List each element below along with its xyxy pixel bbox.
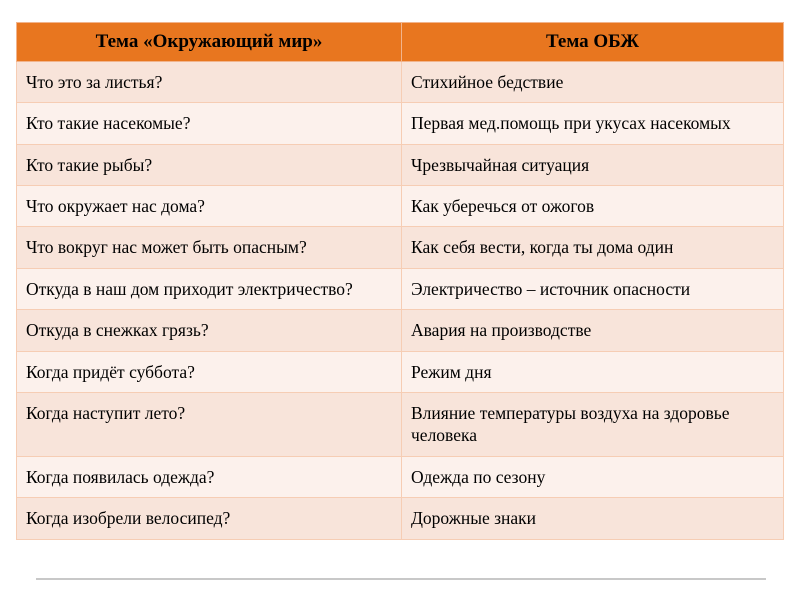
bottom-divider xyxy=(36,578,766,580)
cell-world: Откуда в наш дом приходит электричество? xyxy=(17,268,402,309)
table-row xyxy=(17,268,784,309)
cell-obzh: Стихийное бедствие xyxy=(402,61,784,102)
topics-table-container xyxy=(16,22,783,540)
cell-obzh: Влияние температуры воздуха на здоровье человека xyxy=(402,392,784,456)
cell-obzh: Авария на производстве xyxy=(402,310,784,351)
table-row xyxy=(17,186,784,227)
cell-world: Что это за листья? xyxy=(17,61,402,102)
column-header-world: Тема «Окружающий мир» xyxy=(17,23,402,62)
cell-obzh: Как уберечься от ожогов xyxy=(402,186,784,227)
cell-obzh: Как себя вести, когда ты дома один xyxy=(402,227,784,268)
cell-world: Когда придёт суббота? xyxy=(17,351,402,392)
table-row xyxy=(17,144,784,185)
table-row xyxy=(17,61,784,102)
table-row xyxy=(17,498,784,539)
cell-world: Когда изобрели велосипед? xyxy=(17,498,402,539)
cell-obzh: Чрезвычайная ситуация xyxy=(402,144,784,185)
table-row xyxy=(17,227,784,268)
cell-obzh: Одежда по сезону xyxy=(402,456,784,497)
cell-world: Когда появилась одежда? xyxy=(17,456,402,497)
cell-obzh: Электричество – источник опасности xyxy=(402,268,784,309)
cell-world: Откуда в снежках грязь? xyxy=(17,310,402,351)
table-row xyxy=(17,310,784,351)
column-header-obzh: Тема ОБЖ xyxy=(402,23,784,62)
cell-world: Кто такие насекомые? xyxy=(17,103,402,144)
cell-obzh: Режим дня xyxy=(402,351,784,392)
cell-world: Что вокруг нас может быть опасным? xyxy=(17,227,402,268)
cell-world: Кто такие рыбы? xyxy=(17,144,402,185)
cell-world: Что окружает нас дома? xyxy=(17,186,402,227)
cell-obzh: Первая мед.помощь при укусах насекомых xyxy=(402,103,784,144)
cell-obzh: Дорожные знаки xyxy=(402,498,784,539)
table-row xyxy=(17,103,784,144)
table-header-row xyxy=(17,23,784,62)
table-row xyxy=(17,456,784,497)
table-row xyxy=(17,351,784,392)
table-row xyxy=(17,392,784,456)
topics-table xyxy=(16,22,784,540)
cell-world: Когда наступит лето? xyxy=(17,392,402,456)
